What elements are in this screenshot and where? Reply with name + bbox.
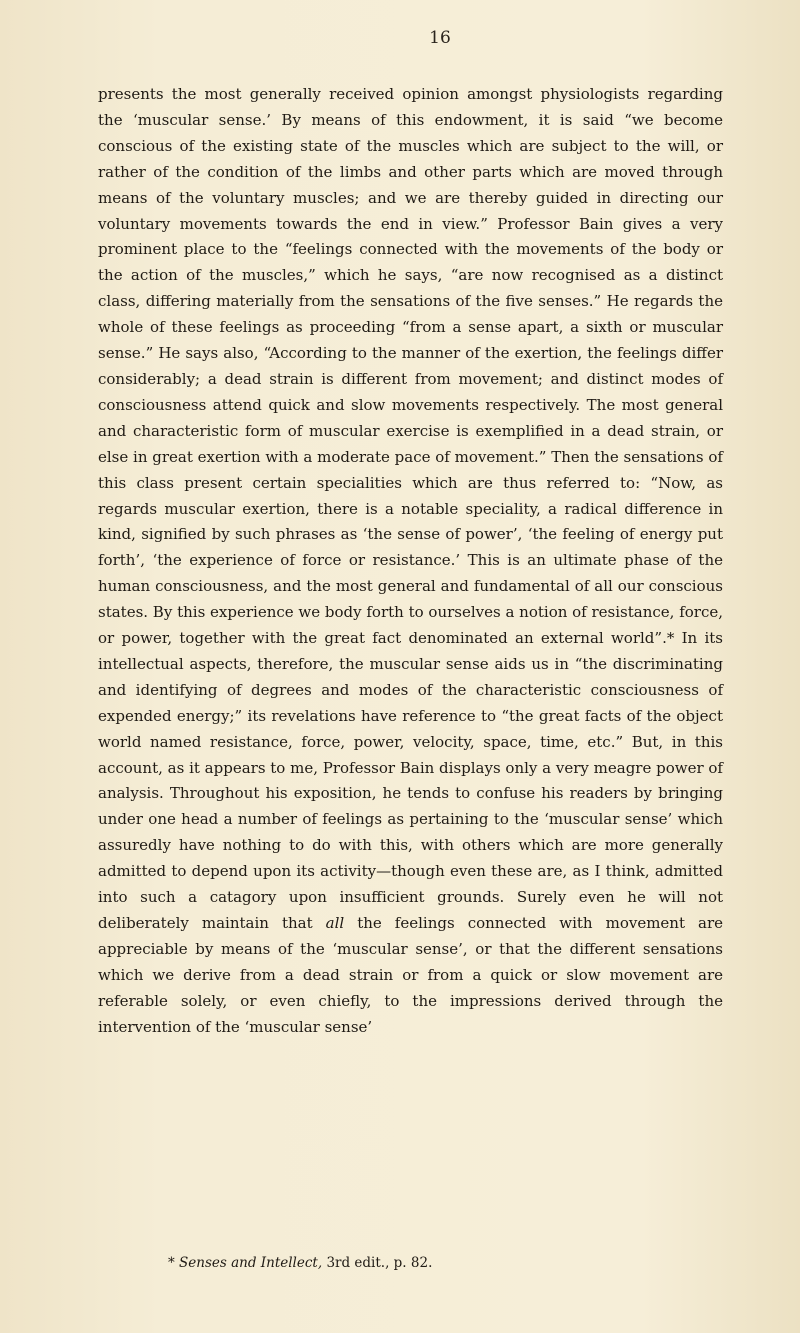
paragraph: [98, 82, 723, 1041]
paragraph-text: presents the most generally received opinion amongst physiologists regarding the ‘muscular sense.’ By means of this endowment, it is said “we become conscious of the existing state of the muscles which are subject to the will, or rather of the condition of the limbs and other parts which are moved through means of the voluntary muscles; and we are thereby guided in directing our voluntary movements towards the end in view.” Professor Bain gives a very prominent place to the “feelings connected with the movements of the body or the action of the muscles,” which he says, “are now recognised as a distinct class, differing materially from the sensations of the five senses.” He regards the whole of these feelings as proceeding “from a sense apart, a sixth or muscular sense.” He says also, “According to the manner of the exertion, the feelings differ considerably; a dead strain is different from movement; and distinct modes of consciousness attend quick and slow movements respectively. The most general and characteristic form of muscular exercise is exemplified in a dead strain, or else in great exertion with a moderate pace of movement.” Then the sensations of this class present certain specialities which are thus referred to: “Now, as regards muscular exertion, there is a notable speciality, a radical difference in kind, signified by such phrases as ‘the sense of power’, ‘the feeling of energy put forth’, ‘the experience of force or resistance.’ This is an ultimate phase of the human consciousness, and the most general and fundamental of all our conscious states. By this experience we body forth to ourselves a notion of resistance, force, or power, together with the great fact denominated an external world”.* In its intellectual aspects, therefore, the muscular sense aids us in “the discriminating and identifying of degrees and modes of the characteristic consciousness of expended energy;” its revelations have reference to “the great facts of the object world named resistance, force, power, velocity, space, time, etc.” But, in this account, as it appears to me, Professor Bain displays only a very meagre power of analysis. Throughout his exposition, he tends to confuse his readers by bringing under one head a number of feelings as pertaining to the ‘muscular sense’ which assuredly have nothing to do with this, with others which are more generally admitted to depend upon its activity—though even these are, as I think, admitted into such a catagory upon insufficient grounds. Surely even he will not deliberately maintain that: [98, 85, 723, 932]
footnote-marker: *: [168, 1255, 175, 1271]
paragraph-text-tail: the feelings connected with movement are appreciable by means of the ‘muscular sense’, or that the different sensations which we derive from a dead strain or from a quick or slow movement are referable solely, or even chiefly, to the impressions derived through the intervention of the ‘muscular sense’: [98, 914, 724, 1036]
footnote: [168, 1255, 728, 1271]
footnote-title: Senses and Intellect,: [179, 1255, 323, 1271]
body-text: [98, 82, 723, 1041]
page-number: 16: [429, 28, 451, 48]
footnote-reference: 3rd edit., p. 82.: [326, 1255, 433, 1271]
emphasis-all: all: [325, 914, 345, 932]
